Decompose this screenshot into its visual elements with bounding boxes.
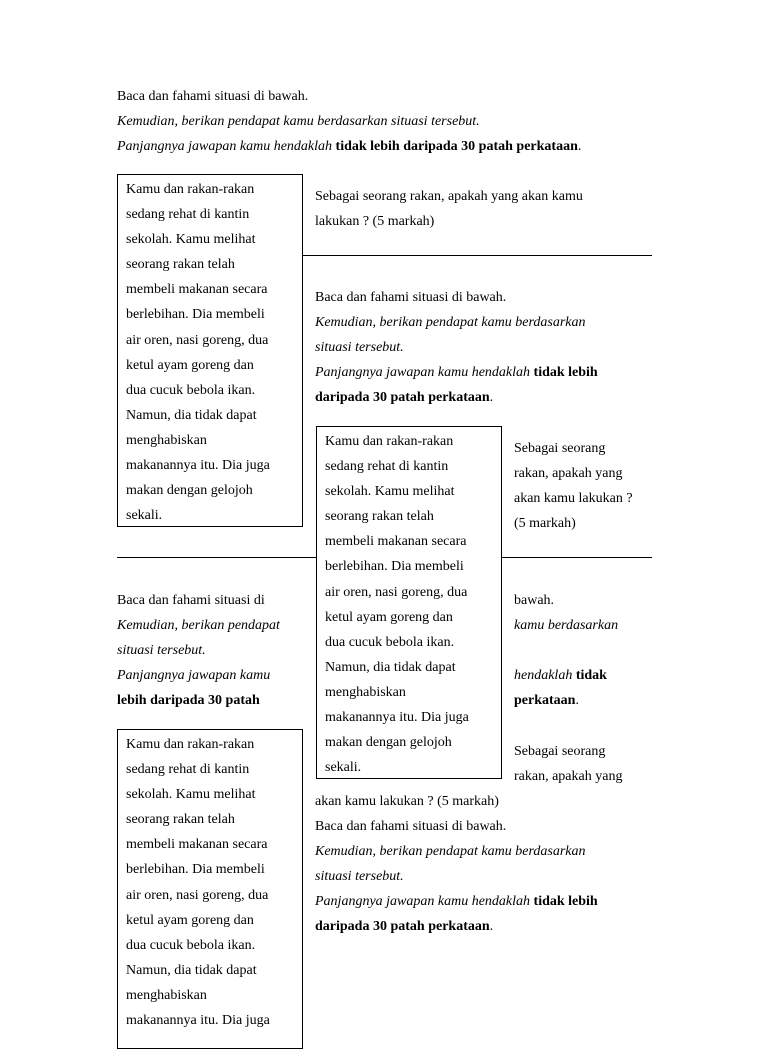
split-instructions-left (117, 588, 280, 713)
instruction-line (514, 688, 618, 713)
situation-line: menghabiskan (126, 432, 207, 448)
situation-line: berlebihan. Dia membeli (325, 559, 464, 575)
situation-line: sekolah. Kamu melihat (325, 484, 455, 500)
question-2 (514, 436, 633, 536)
instruction-end: . (489, 919, 494, 934)
instruction-line: Kemudian, berikan pendapat (117, 618, 280, 633)
situation-line: Namun, dia tidak dapat (325, 659, 456, 675)
instruction-line: bawah. (514, 593, 555, 608)
top-instructions (117, 84, 581, 159)
situation-line: sekali. (126, 508, 163, 524)
question-tail: akan kamu lakukan ? (5 markah) (315, 794, 499, 809)
question-line: rakan, apakah yang (514, 769, 623, 784)
instruction-bold: tidak (575, 668, 607, 683)
question-line: Sebagai seorang (514, 441, 606, 456)
situation-line: Kamu dan rakan-rakan (325, 434, 454, 449)
instruction-line (315, 360, 598, 385)
instruction-bold: perkataan (514, 693, 576, 708)
situation-line: menghabiskan (325, 684, 406, 700)
question-3-partial (514, 739, 622, 789)
situation-line: membeli makanan secara (325, 534, 467, 550)
instruction-italic: Panjangnya jawapan kamu hendaklah (315, 894, 531, 909)
situation-line: sekolah. Kamu melihat (126, 787, 256, 803)
instruction-line-2: Kemudian, berikan pendapat kamu berdasarkan situasi tersebut. (117, 114, 480, 129)
situation-line: seorang rakan telah (126, 812, 235, 828)
instruction-bold: daripada 30 patah perkataan (315, 919, 490, 934)
instruction-line: Baca dan fahami situasi di bawah. (315, 290, 507, 305)
situation-line: makanannya itu. Dia juga (126, 1013, 270, 1029)
situation-line: berlebihan. Dia membeli (126, 862, 265, 878)
question-line: Sebagai seorang (514, 744, 606, 759)
instruction-bold: tidak lebih daripada 30 patah perkataan (335, 139, 578, 154)
situation-line: membeli makanan secara (126, 282, 268, 298)
instruction-line: lebih daripada 30 patah (117, 693, 260, 708)
situation-line: Namun, dia tidak dapat (126, 407, 257, 423)
instruction-line (315, 385, 598, 410)
instruction-bold: tidak lebih (533, 365, 598, 380)
instruction-end: . (575, 693, 579, 708)
instruction-line: situasi tersebut. (315, 869, 404, 884)
situation-line: ketul ayam goreng dan (325, 609, 453, 625)
situation-line: Namun, dia tidak dapat (126, 962, 257, 978)
instruction-bold: tidak lebih (533, 894, 598, 909)
instruction-line: kamu berdasarkan (514, 618, 619, 633)
instruction-italic: Panjangnya jawapan kamu hendaklah (117, 139, 333, 154)
question-line: akan kamu lakukan ? (514, 491, 633, 506)
situation-line: air oren, nasi goreng, dua (325, 584, 468, 600)
situation-line: makanannya itu. Dia juga (325, 710, 469, 726)
instruction-line (315, 914, 598, 939)
situation-line: dua cucuk bebola ikan. (126, 937, 256, 953)
instruction-line-1: Baca dan fahami situasi di bawah. (117, 89, 309, 104)
instruction-line-3 (117, 134, 581, 159)
question-line: (5 markah) (514, 516, 576, 531)
question-1 (315, 184, 583, 234)
situation-line: Kamu dan rakan-rakan (126, 737, 255, 752)
situation-line: ketul ayam goreng dan (126, 912, 254, 928)
situation-box-2 (316, 426, 502, 779)
instruction-line (514, 663, 618, 688)
instruction-italic: hendaklah (514, 668, 573, 683)
instruction-bold: daripada 30 patah perkataan (315, 390, 490, 405)
situation-line: sedang rehat di kantin (126, 762, 250, 778)
situation-line: makan dengan gelojoh (126, 483, 253, 499)
situation-line: ketul ayam goreng dan (126, 357, 254, 373)
situation-line: sedang rehat di kantin (126, 207, 250, 223)
situation-line: Kamu dan rakan-rakan (126, 182, 255, 197)
instruction-end: . (489, 390, 494, 405)
instruction-line (315, 889, 598, 914)
instruction-line: Panjangnya jawapan kamu (117, 668, 271, 683)
bottom-right-block (315, 789, 598, 939)
situation-line: dua cucuk bebola ikan. (325, 634, 455, 650)
instruction-italic: Panjangnya jawapan kamu hendaklah (315, 365, 531, 380)
situation-line: sedang rehat di kantin (325, 459, 449, 475)
situation-box-1 (117, 174, 303, 527)
situation-line: membeli makanan secara (126, 837, 268, 853)
situation-line: seorang rakan telah (325, 509, 434, 525)
instruction-line: Kemudian, berikan pendapat kamu berdasarkan (315, 315, 586, 330)
instruction-line: Kemudian, berikan pendapat kamu berdasarkan (315, 844, 586, 859)
situation-line: dua cucuk bebola ikan. (126, 382, 256, 398)
situation-line: berlebihan. Dia membeli (126, 307, 265, 323)
situation-line: makanannya itu. Dia juga (126, 458, 270, 474)
divider-1 (303, 255, 652, 256)
situation-line: sekolah. Kamu melihat (126, 232, 256, 248)
situation-box-3 (117, 729, 303, 1049)
question-line: rakan, apakah yang (514, 466, 623, 481)
instruction-line: Baca dan fahami situasi di bawah. (315, 819, 507, 834)
instruction-line-empty (514, 638, 618, 663)
question-line: lakukan ? (5 markah) (315, 214, 435, 229)
instruction-end: . (577, 139, 582, 154)
situation-line: makan dengan gelojoh (325, 735, 452, 751)
instruction-line: Baca dan fahami situasi di (117, 593, 265, 608)
mid-instructions (315, 285, 598, 410)
instruction-line: situasi tersebut. (117, 643, 206, 658)
situation-line: menghabiskan (126, 987, 207, 1003)
situation-line: seorang rakan telah (126, 257, 235, 273)
situation-line: sekali. (325, 760, 362, 776)
situation-line: air oren, nasi goreng, dua (126, 332, 269, 348)
situation-line: air oren, nasi goreng, dua (126, 887, 269, 903)
question-line: Sebagai seorang rakan, apakah yang akan kamu (315, 189, 583, 204)
split-instructions-right (514, 588, 618, 713)
instruction-line: situasi tersebut. (315, 340, 404, 355)
